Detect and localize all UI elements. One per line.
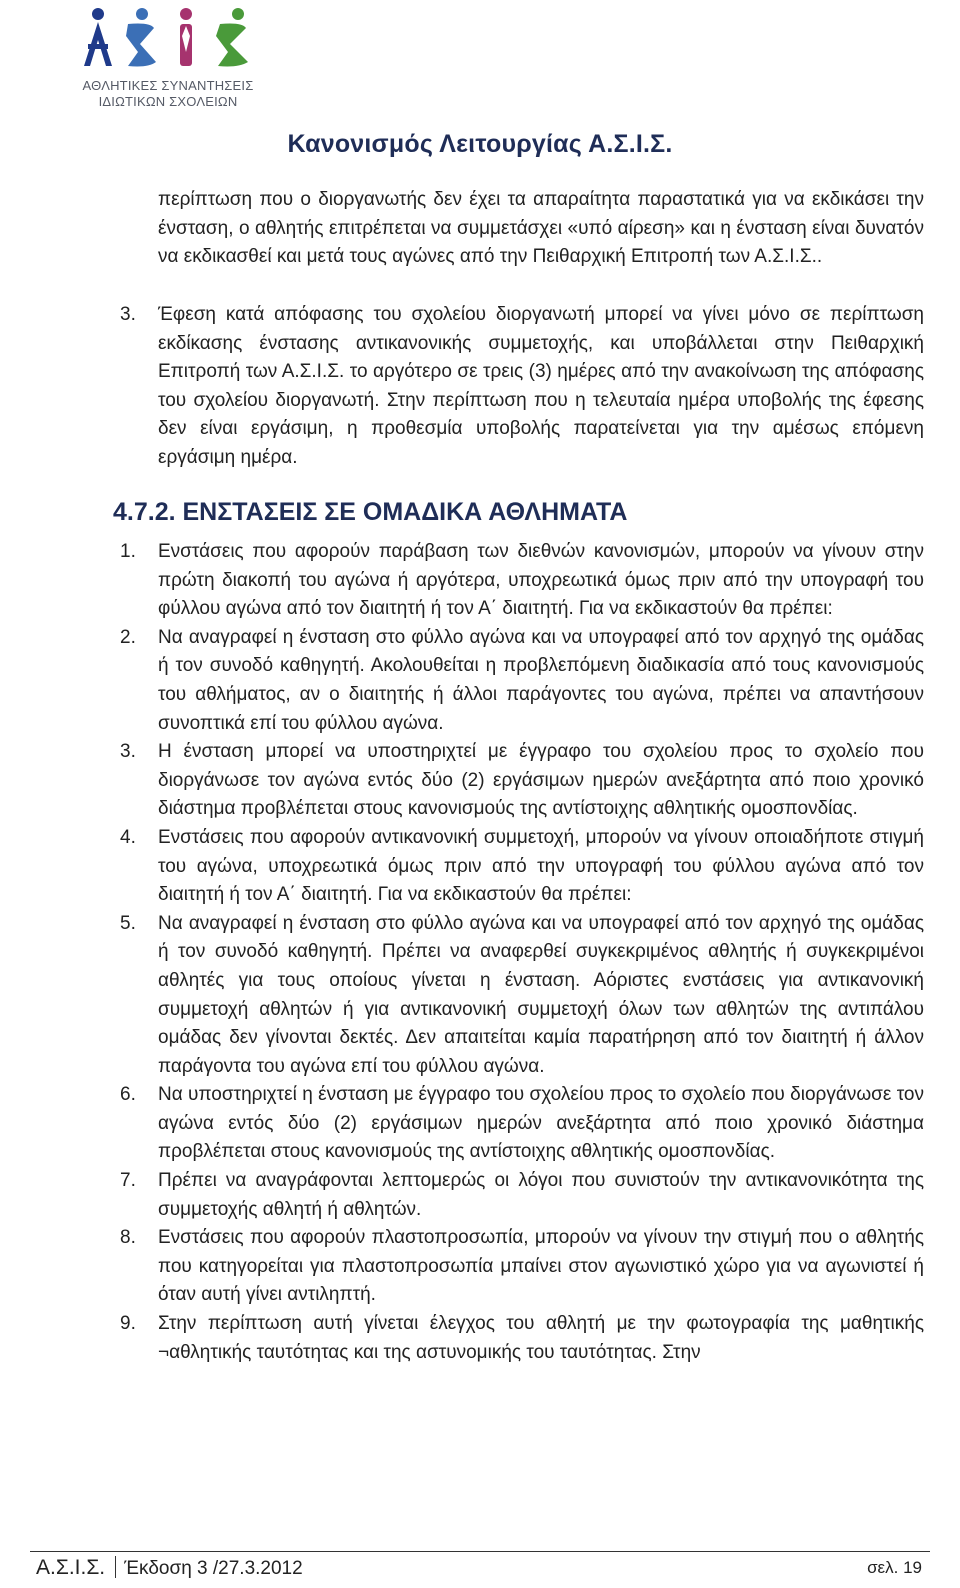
list-team-sports-objections [0, 538, 960, 1367]
list-item [0, 824, 960, 910]
list-item-number: 6. [120, 1084, 136, 1106]
asis-logo-mark [78, 6, 258, 78]
list-item-text: Να υποστηριχτεί η ένσταση με έγγραφο του σχολείου προς το σχολείο που διοργάνωσε τον αγώνα εντός δύο (2) εργάσιμων ημερών ανεξάρτητα από ποιο χρονικό διάστημα προβλέπεται στους κανονισμούς της αντίστοιχης αθλητικής ομοσπονδίας. [158, 1084, 924, 1163]
list-item-number: 2. [120, 626, 136, 648]
footer-org: Α.Σ.Ι.Σ. [36, 1556, 106, 1579]
list-item-number: 5. [120, 912, 136, 934]
list-item-number: 8. [120, 1227, 136, 1249]
footer-divider [30, 1551, 930, 1552]
list-item-text: Ενστάσεις που αφορούν αντικανονική συμμετοχή, μπορούν να γίνουν οποιαδήποτε στιγμή του αγώνα, υποχρεωτικά όμως πριν από την υπογραφή του φύλλου αγώνα από τον διαιτητή ή τον Α΄ διαιτητή. Για να εκδικαστούν θα πρέπει: [158, 826, 924, 906]
list-item-text: Πρέπει να αναγράφονται λεπτομερώς οι λόγοι που συνιστούν την αντικανονικότητα της συμμετοχής αθλητή ή αθλητών. [158, 1170, 924, 1220]
footer-edition-info [36, 1556, 303, 1580]
list-item [0, 1310, 960, 1367]
logo-caption-line1: ΑΘΛΗΤΙΚΕΣ ΣΥΝΑΝΤΗΣΕΙΣ [82, 78, 254, 93]
logo-caption-line2: ΙΔΙΩΤΙΚΩΝ ΣΧΟΛΕΙΩΝ [98, 94, 238, 109]
section-heading: 4.7.2. ΕΝΣΤΑΣΕΙΣ ΣΕ ΟΜΑΔΙΚΑ ΑΘΛΗΜΑΤΑ [113, 498, 628, 526]
list-item-text: Να αναγραφεί η ένσταση στο φύλλο αγώνα και να υπογραφεί από τον αρχηγό της ομάδας ή τον συνοδό καθηγητή. Πρέπει να αναφερθεί συγκεκριμένος αθλητής ή συγκεκριμένοι αθλητές για τους οποίους γίνεται η ένσταση. Αόριστες ενστάσεις για αντικανονική συμμετοχή αθλητών ή για αντικανονική συμμετοχή όλων των αθλητών της αντιπάλου ομάδας δεν γίνονται δεκτές. Δεν απαιτείται καμία παρατήρηση από τον διαιτητή ή άλλον παράγοντα του αγώνα επί του φύλλου αγώνα. [158, 912, 924, 1077]
list-item [0, 538, 960, 624]
list-previous-section [0, 301, 960, 473]
intro-paragraph: περίπτωση που ο διοργανωτής δεν έχει τα απαραίτητα παραστατικά για να εκδικάσει την ένσταση, ο αθλητής επιτρέπεται να συμμετάσχει «υπό αίρεση» και η ένσταση είναι δυνατόν να εκδικασθεί και μετά τους αγώνες από την Πειθαρχική Επιτροπή των Α.Σ.Ι.Σ.. [158, 189, 924, 268]
list-item-number: 3. [120, 304, 136, 325]
list-item-number: 9. [120, 1313, 136, 1335]
document-title: Κανονισμός Λειτουργίας Α.Σ.Ι.Σ. [287, 130, 673, 158]
list-item [0, 738, 960, 824]
list-item-number: 3. [120, 741, 136, 763]
list-item-text: Στην περίπτωση αυτή γίνεται έλεγχος του αθλητή με την φωτογραφία της μαθητικής ¬αθλητικής ταυτότητας και της αστυνομικής του ταυτότητας. Στην [158, 1313, 924, 1363]
page-number: σελ. 19 [867, 1558, 922, 1577]
list-item-number: 1. [120, 541, 136, 562]
list-item [0, 624, 960, 738]
list-item [0, 1224, 960, 1310]
list-item-number: 7. [120, 1170, 136, 1192]
list-item-text: Έφεση κατά απόφασης του σχολείου διοργανωτή μπορεί να γίνει μόνο σε περίπτωση εκδίκασης ένστασης αντικανονικής συμμετοχής, και υποβάλλεται στην Πειθαρχική Επιτροπή των Α.Σ.Ι.Σ. το αργότερο σε τρεις (3) ημέρες από την ανακοίνωση της απόφασης του σχολείου διοργανωτή. Στην περίπτωση που η τελευταία ημέρα υποβολής της έφεσης δεν είναι εργάσιμη, η προθεσμία υποβολής παρατείνεται για την αμέσως επόμενη εργάσιμη ημέρα. [158, 304, 924, 468]
list-item-text: Να αναγραφεί η ένσταση στο φύλλο αγώνα και να υπογραφεί από τον αρχηγό της ομάδας ή τον συνοδό καθηγητή. Ακολουθείται η προβλεπόμενη διαδικασία από τους κανονισμούς του αθλήματος, αν ο διαιτητής ή άλλοι παράγοντες του αγώνα, πρέπει να απαντήσουν συνοπτικά επί του φύλλου αγώνα. [158, 626, 924, 734]
asis-logo [78, 6, 258, 114]
list-item-text: Η ένσταση μπορεί να υποστηριχτεί με έγγραφο του σχολείου προς το σχολείο που διοργάνωσε τον αγώνα εντός δύο (2) εργάσιμων ημερών ανεξάρτητα από ποιο χρονικό διάστημα προβλέπεται στους κανονισμούς της αντίστοιχης αθλητικής ομοσπονδίας. [158, 741, 924, 820]
list-item [0, 1081, 960, 1167]
list-item [0, 301, 960, 473]
list-item [0, 1167, 960, 1224]
list-item-text: Ενστάσεις που αφορούν παράβαση των διεθνών κανονισμών, μπορούν να γίνουν στην πρώτη διακοπή του αγώνα ή αργότερα, υποχρεωτικά όμως πριν από την υπογραφή του φύλλου αγώνα από τον διαιτητή ή τον Α΄ διαιτητή. Για να εκδικαστούν θα πρέπει: [158, 541, 924, 620]
list-item-number: 4. [120, 826, 136, 848]
footer-edition: Έκδοση 3 /27.3.2012 [124, 1558, 303, 1579]
list-item [0, 910, 960, 1082]
footer-separator [115, 1556, 116, 1578]
list-item-text: Ενστάσεις που αφορούν πλαστοπροσωπία, μπορούν να γίνουν την στιγμή που ο αθλητής που κατηγορείται για πλαστοπροσωπία μπαίνει στον αγωνιστικό χώρο για να αγωνιστεί ή όταν αυτή γίνει αντιληπτή. [158, 1227, 924, 1306]
